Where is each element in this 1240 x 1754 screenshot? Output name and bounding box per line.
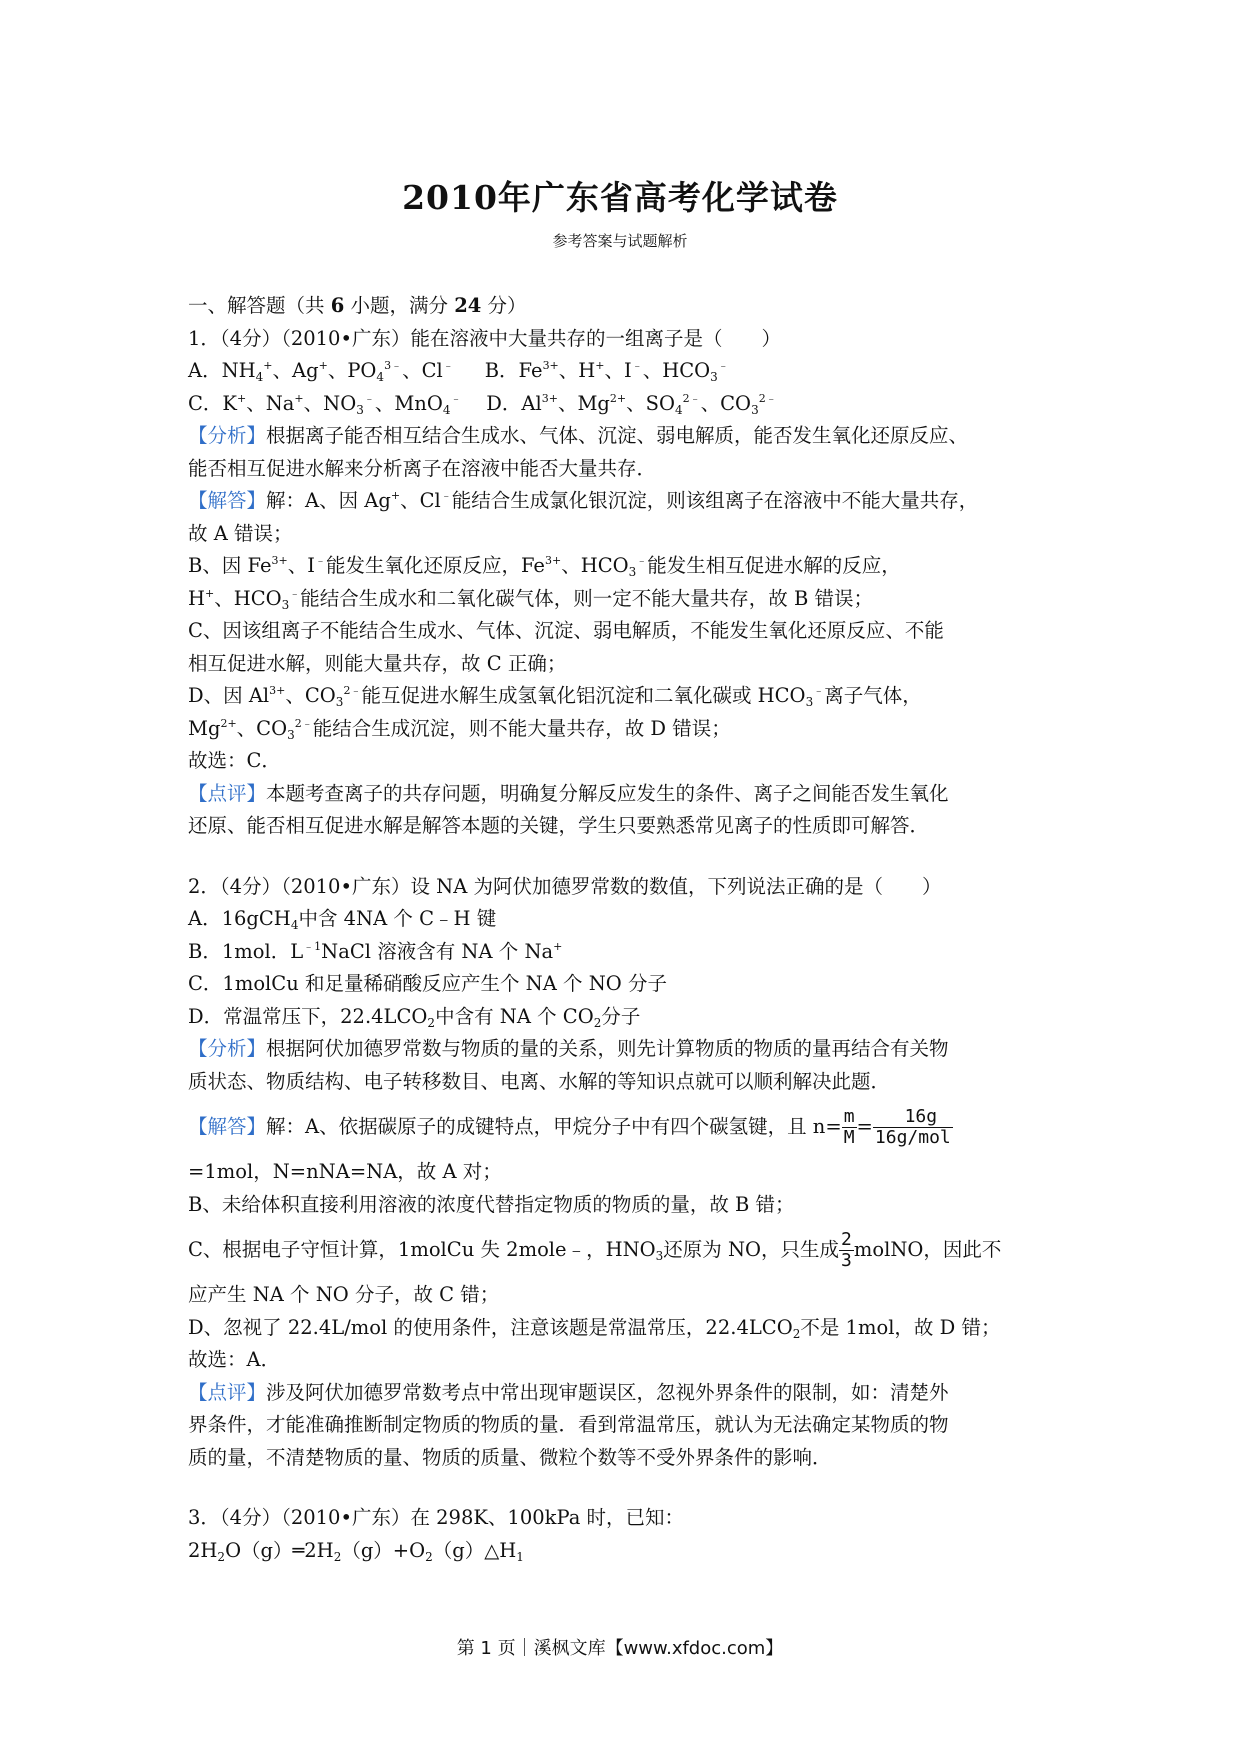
page-footer: 第 1 页｜溪枫文库【www.xfdoc.com】 xyxy=(456,1638,784,1659)
q1-answer-line: D、因 $Al^{3+}$、$CO_3^{2﹣}$能互促进水解生成氢氧化铝沉淀和二氧化碳或 $HCO_3^﹣$离子气体， xyxy=(188,684,922,709)
page-title: 2010年广东省高考化学试卷 xyxy=(402,178,838,217)
q2-answer-line: C、根据电子守恒计算，1molCu 失 2mole﹣，$HNO_3$还原为 NO，只生成 $\frac{2}{3}$ molNO，因此不 xyxy=(188,1229,1002,1271)
q2-answer-line: D、忽视了 22.4L/mol 的使用条件，注意该题是常温常压，$22.4LCO_2$不是 1mol，故 D 错； xyxy=(188,1315,1001,1341)
comment-tag: 【点评】 xyxy=(188,1380,267,1404)
q1-stem: 1．（4分）（2010•广东）能在溶液中大量共存的一组离子是（ ） xyxy=(188,326,781,350)
q1-comment: 【点评】本题考查离子的共存问题，明确复分解反应发生的条件、离子之间能否发生氧化 xyxy=(188,781,949,805)
q2-choice: 故选：A． xyxy=(188,1348,281,1371)
q1-options-cd: C．K+、Na+、$NO_3^﹣$、MnO$_4$﹣ D．$Al^{3+}$、$Mg^{2+}$、$SO_4^{2﹣}$、$CO_3^{2﹣}$ xyxy=(188,391,777,417)
q2-comment-cont: 质的量，不清楚物质的量、物质的质量、微粒个数等不受外界条件的影响． xyxy=(188,1445,832,1469)
q2-option-c: C．1molCu 和足量稀硝酸反应产生个 NA 个 NO 分子 xyxy=(188,972,667,995)
fraction-16g-over-16gmol: $\frac{16g}{\text{16g/mol}}$ xyxy=(874,1106,951,1148)
q2-answer-line: B、未给体积直接利用溶液的浓度代替指定物质的物质的量，故 B 错； xyxy=(188,1192,795,1216)
q1-answer-line: 故 A 错误； xyxy=(188,521,293,545)
section-heading: 一、解答题（共 6 小题，满分 24 分） xyxy=(188,294,527,317)
q2-comment-cont: 界条件，才能准确推断制定物质的物质的量．看到常温常压，就认为无法确定某物质的物 xyxy=(188,1413,949,1436)
q2-analysis-cont: 质状态、物质结构、电子转移数目、电离、水解的等知识点就可以顺利解决此题． xyxy=(188,1069,891,1093)
analysis-tag: 【分析】 xyxy=(188,1037,267,1060)
q2-option-d: D．常温常压下，$22.4LCO_2$中含有 NA 个 $CO_2$分子 xyxy=(188,1004,641,1030)
fraction-2-over-3: $\frac{2}{3}$ xyxy=(841,1229,852,1271)
q1-comment-cont: 还原、能否相互促进水解是解答本题的关键，学生只要熟悉常见离子的性质即可解答． xyxy=(188,814,930,837)
q2-answer: 【解答】解：A、依据碳原子的成键特点，甲烷分子中有四个碳氢键，且 n= $\frac{m}{M}$ = $\frac{16g}{\text{16g/mol}}$ xyxy=(188,1106,951,1148)
answer-tag: 【解答】 xyxy=(188,1115,267,1138)
q1-analysis-cont: 能否相互促进水解来分析离子在溶液中能否大量共存． xyxy=(188,456,657,480)
q1-answer-line: C、因该组离子不能结合生成水、气体、沉淀、弱电解质，不能发生氧化还原反应、不能 xyxy=(188,619,944,642)
q1-options-ab: A．$NH_4^+$、Ag+、$PO_4^{3﹣}$、Cl﹣ B．$Fe^{3+}$、H+、I﹣、$HCO_3^﹣$ xyxy=(188,359,729,384)
q1-analysis: 【分析】根据离子能否相互结合生成水、气体、沉淀、弱电解质，能否发生氧化还原反应、 xyxy=(188,424,969,447)
q1-answer-line: $Mg^{2+}$、$CO_3^{2﹣}$能结合生成沉淀，则不能大量共存，故 D 错误； xyxy=(188,716,731,742)
q2-option-b: B．1mol．$L^{﹣1}NaCl$ 溶液含有 NA 个 Na+ xyxy=(188,939,563,963)
q1-choice: 故选：C． xyxy=(188,749,281,772)
comment-tag: 【点评】 xyxy=(188,781,267,805)
q1-answer-line: 相互促进水解，则能大量共存，故 C 正确； xyxy=(188,651,567,675)
q1-answer: 【解答】解：A、因 Ag+、Cl﹣能结合生成氯化银沉淀，则该组离子在溶液中不能大量共存， xyxy=(188,489,979,512)
fraction-m-over-M: $\frac{m}{M}$ xyxy=(843,1106,855,1148)
q2-analysis: 【分析】根据阿伏加德罗常数与物质的量的关系，则先计算物质的物质的量再结合有关物 xyxy=(188,1037,949,1060)
answer-tag: 【解答】 xyxy=(188,489,267,512)
q2-comment: 【点评】涉及阿伏加德罗常数考点中常出现审题误区，忽视外界条件的限制，如：清楚外 xyxy=(188,1380,949,1404)
q2-answer-line: =1mol，N=nNA=NA，故 A 对； xyxy=(188,1160,502,1183)
analysis-tag: 【分析】 xyxy=(188,424,267,447)
q1-answer-line: H+、$HCO_3^﹣$能结合生成水和二氧化碳气体，则一定不能大量共存，故 B 错误； xyxy=(188,586,874,612)
document-body xyxy=(188,290,1068,1567)
page-subtitle: 参考答案与试题解析 xyxy=(552,232,688,250)
q3-equation: $2H_2O(g)═2H_2(g)+O_2(g)\triangle H_1$ xyxy=(188,1538,524,1564)
q1-answer-line: B、因 $Fe^{3+}$、I﹣能发生氧化还原反应，$Fe^{3+}$、$HCO_3^﹣$能发生相互促进水解的反应， xyxy=(188,554,901,579)
q2-stem: 2．（4分）（2010•广东）设 NA 为阿伏加德罗常数的数值，下列说法正确的是（ ） xyxy=(188,874,942,898)
q2-answer-line: 应产生 NA 个 NO 分子，故 C 错； xyxy=(188,1283,500,1306)
q2-option-a: A．16gCH$_4$中含 4NA 个 C﹣H 键 xyxy=(188,907,497,932)
q3-stem: 3．（4分）（2010•广东）在 298K、100kPa 时，已知： xyxy=(188,1506,685,1529)
